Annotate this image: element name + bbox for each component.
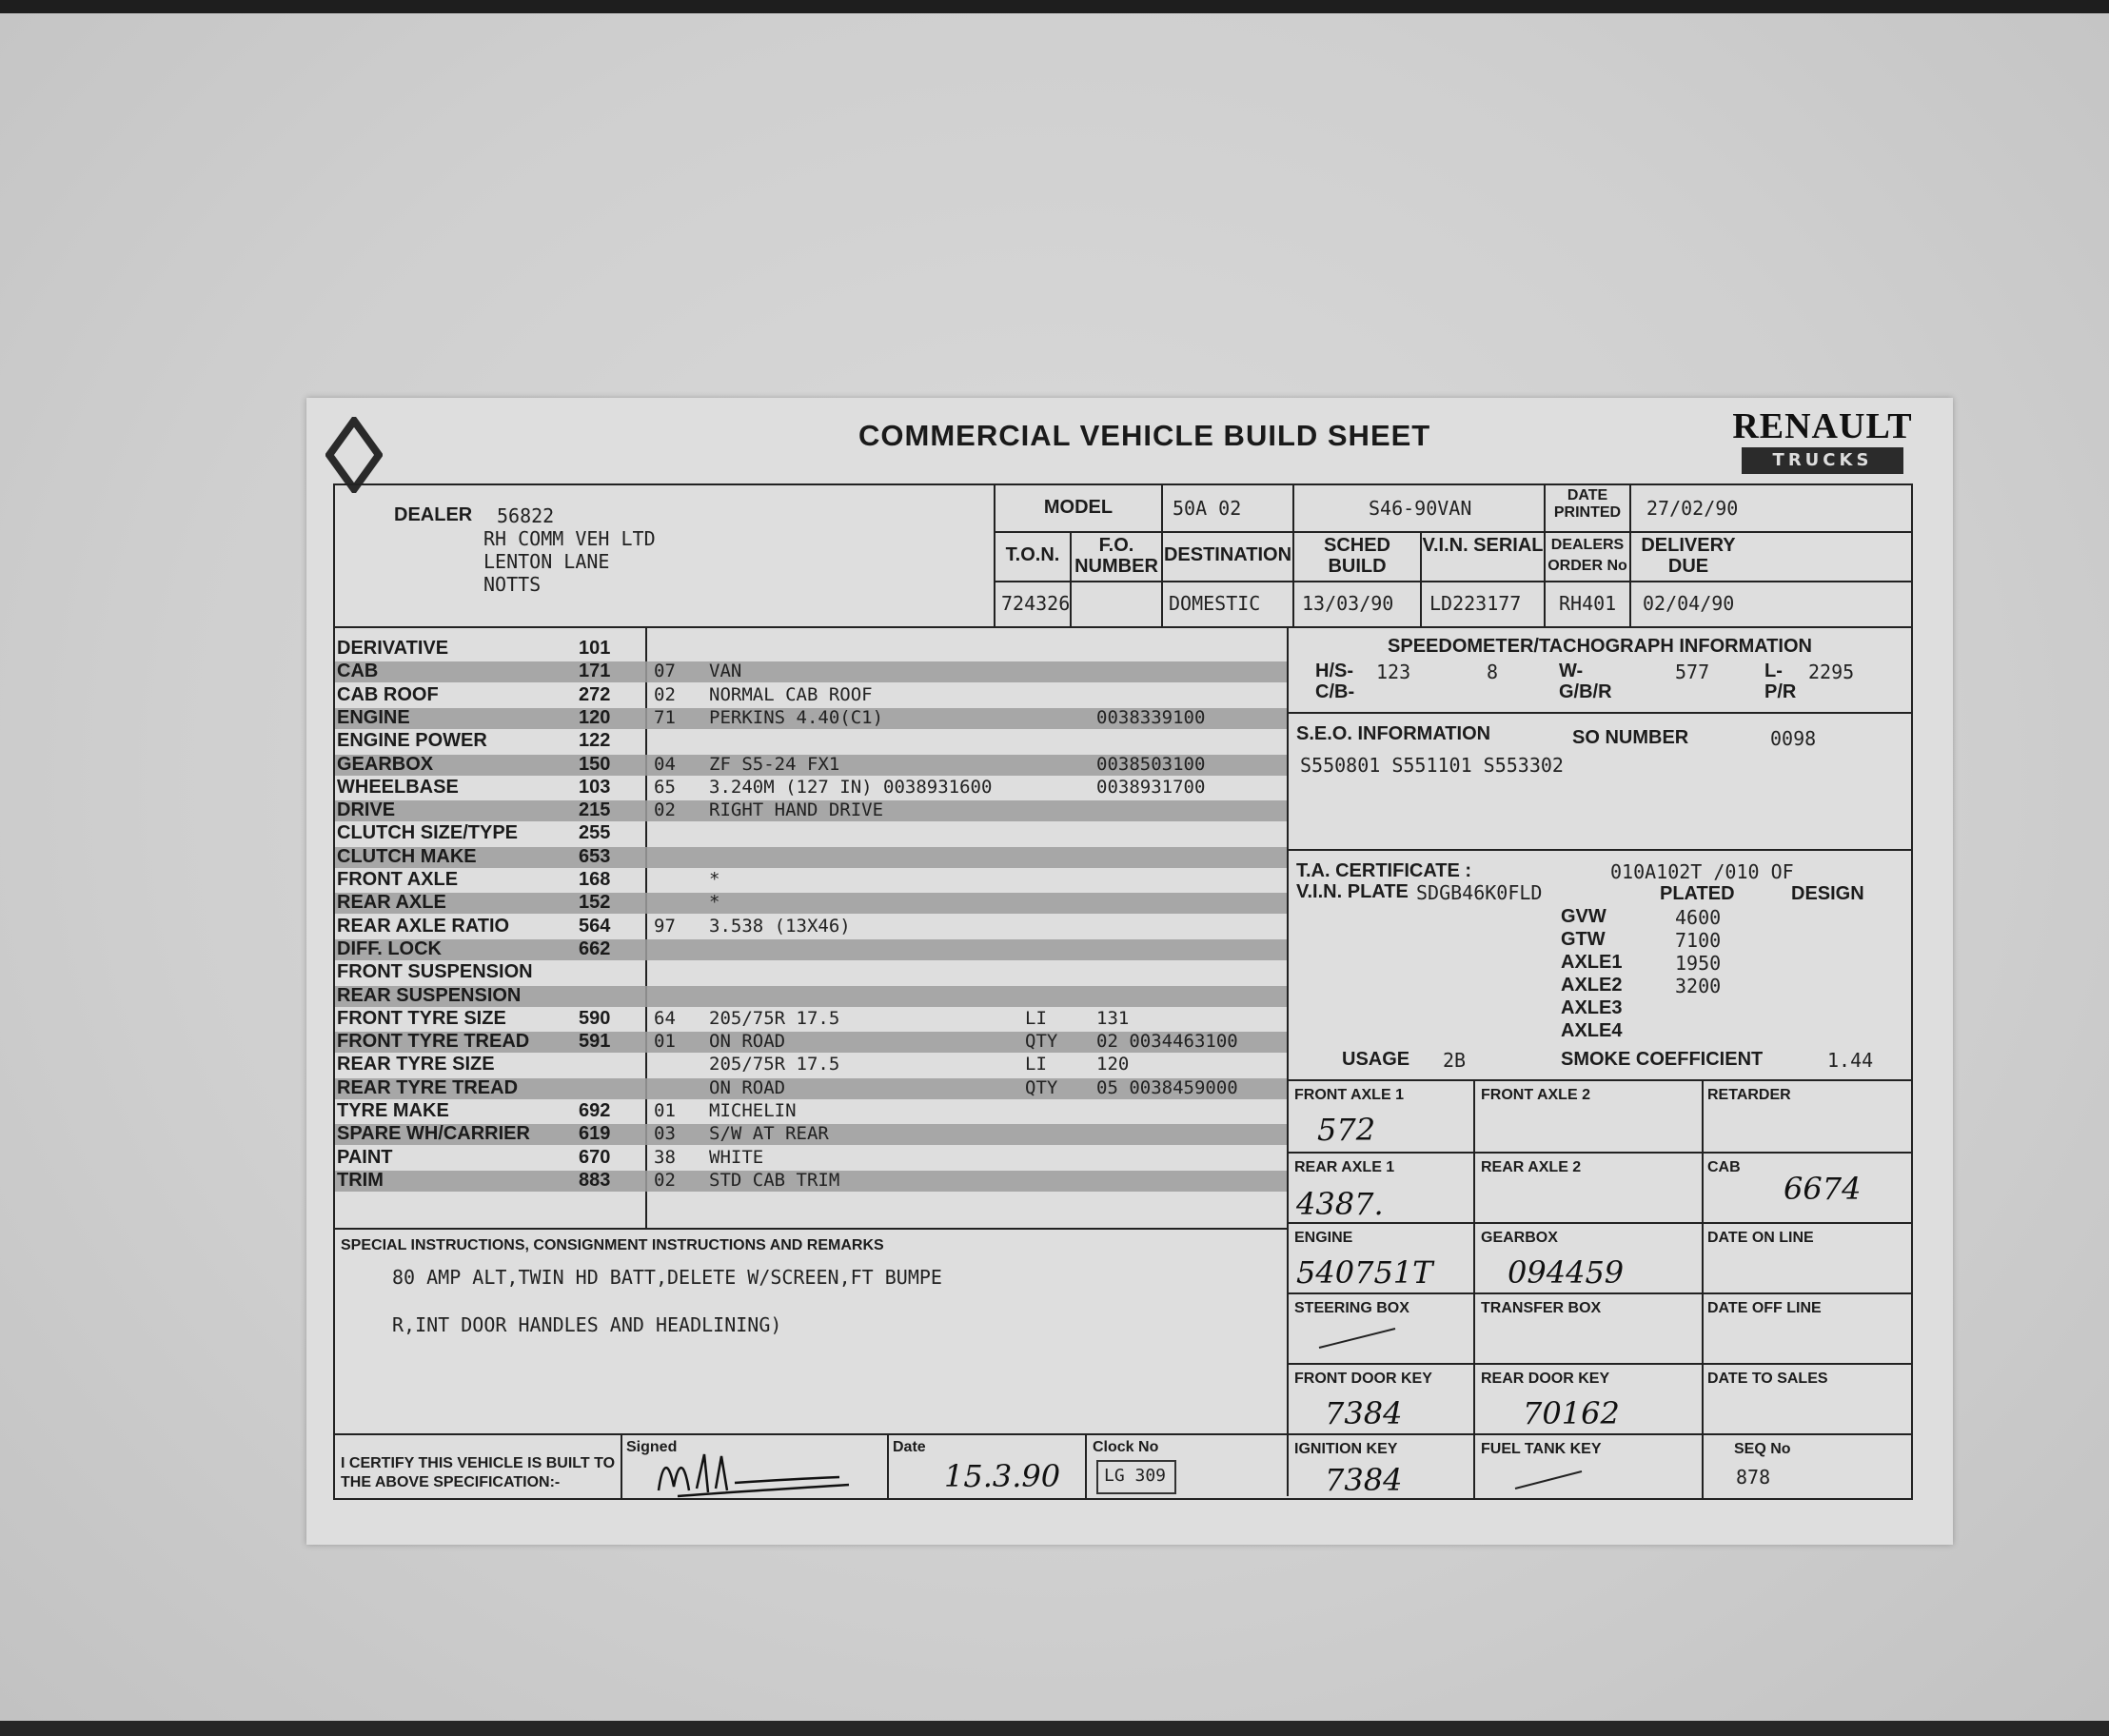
spec-v1: 04 <box>654 753 676 775</box>
spec-v4: 0038931700 <box>1096 776 1206 798</box>
spec-code: 591 <box>579 1031 611 1053</box>
spec-row <box>335 1170 1287 1193</box>
spec-name: TYRE MAKE <box>337 1100 449 1121</box>
scan-bottom-border <box>0 1721 2109 1736</box>
model-label: MODEL <box>1043 497 1114 518</box>
speedo-hs-label: H/S- <box>1315 661 1353 681</box>
spec-code: 168 <box>579 869 611 890</box>
speedo-pr-label: P/R <box>1764 681 1797 702</box>
spec-code: 171 <box>579 661 611 682</box>
spec-row <box>335 777 1287 799</box>
spec-name: DRIVE <box>337 799 396 821</box>
spec-row <box>335 1031 1287 1054</box>
smoke-label: SMOKE COEFFICIENT <box>1561 1049 1764 1070</box>
dealer-label: DEALER <box>394 504 473 525</box>
spec-code: 120 <box>579 706 611 728</box>
clock-no-value: LG 309 <box>1104 1466 1167 1486</box>
rear-axle-1-label: REAR AXLE 1 <box>1294 1159 1395 1175</box>
date-label: Date <box>893 1439 926 1455</box>
spec-name: FRONT TYRE TREAD <box>337 1031 530 1053</box>
sheet-frame <box>333 483 1913 1500</box>
date-to-sales-label: DATE TO SALES <box>1707 1371 1828 1387</box>
spec-row <box>335 707 1287 730</box>
spec-name: REAR AXLE RATIO <box>337 915 510 937</box>
speedo-l-label: L- <box>1764 661 1783 681</box>
spec-code: 122 <box>579 730 611 752</box>
ta-row-value-gvw: 4600 <box>1675 906 1722 929</box>
spec-code: 101 <box>579 638 611 659</box>
spec-name: DIFF. LOCK <box>337 937 442 959</box>
ton-value: 724326 <box>1001 592 1071 615</box>
spec-v4: 0038503100 <box>1096 753 1206 775</box>
spec-v2: MICHELIN <box>709 1100 797 1121</box>
usage-value: 2B <box>1443 1049 1467 1072</box>
spec-code: 662 <box>579 937 611 959</box>
ta-row-label-axle4: AXLE4 <box>1561 1020 1623 1041</box>
spec-name: SPARE WH/CARRIER <box>337 1123 530 1145</box>
seo-codes: S550801 S551101 S553302 <box>1300 754 1564 777</box>
spec-v2: ZF S5-24 FX1 <box>709 753 840 775</box>
signed-label: Signed <box>626 1439 678 1455</box>
spec-v2: 3.538 (13X46) <box>709 915 851 937</box>
retarder-label: RETARDER <box>1707 1087 1791 1103</box>
spec-name: DERIVATIVE <box>337 638 449 659</box>
plated-label: PLATED <box>1660 883 1735 904</box>
spec-v2: 3.240M (127 IN) 0038931600 <box>709 776 993 798</box>
spec-code: 564 <box>579 915 611 937</box>
gearbox-number-label: GEARBOX <box>1481 1230 1558 1246</box>
vin-serial-label: V.I.N. SERIAL <box>1422 535 1544 556</box>
spec-row <box>335 799 1287 822</box>
spec-v4: 02 0034463100 <box>1096 1031 1238 1053</box>
spec-name: FRONT AXLE <box>337 869 459 890</box>
vin-serial-value: LD223177 <box>1429 592 1522 615</box>
spec-v1: 03 <box>654 1123 676 1145</box>
engine-number-value: 540751T <box>1296 1254 1433 1291</box>
vin-plate-value: SDGB46K0FLD <box>1416 881 1543 904</box>
spec-v4: 131 <box>1096 1007 1130 1029</box>
vin-plate-label: V.I.N. PLATE <box>1296 881 1409 902</box>
steering-box-label: STEERING BOX <box>1294 1300 1409 1316</box>
ta-cert-label: T.A. CERTIFICATE : <box>1296 860 1472 881</box>
spec-v4: 0038339100 <box>1096 706 1206 728</box>
date-printed-label: DATE PRINTED <box>1553 487 1622 521</box>
ta-row-label-gvw: GVW <box>1561 906 1606 927</box>
spec-v1: 65 <box>654 776 676 798</box>
renault-diamond-logo-icon <box>325 417 383 493</box>
ta-row-label-axle3: AXLE3 <box>1561 997 1623 1018</box>
sched-build-label: SCHED BUILD <box>1323 535 1390 577</box>
build-sheet <box>306 398 1953 1545</box>
fuel-tank-key-label: FUEL TANK KEY <box>1481 1441 1602 1457</box>
spec-v2: * <box>709 869 720 890</box>
remarks-title: SPECIAL INSTRUCTIONS, CONSIGNMENT INSTRUCTIONS AND REMARKS <box>341 1237 884 1253</box>
spec-code: 255 <box>579 822 611 844</box>
ta-row-label-axle1: AXLE1 <box>1561 952 1623 973</box>
spec-v3: LI <box>1025 1054 1047 1075</box>
dealer-line-1: RH COMM VEH LTD <box>483 527 656 550</box>
spec-name: CLUTCH SIZE/TYPE <box>337 822 519 844</box>
spec-name: ENGINE POWER <box>337 730 487 752</box>
date-value: 15.3.90 <box>944 1458 1061 1494</box>
spec-name: GEARBOX <box>337 753 434 775</box>
spec-row <box>335 730 1287 753</box>
design-label: DESIGN <box>1791 883 1864 904</box>
spec-row <box>335 1008 1287 1031</box>
spec-v3: QTY <box>1025 1031 1058 1053</box>
spec-v2: 205/75R 17.5 <box>709 1007 840 1029</box>
model-value: 50A 02 <box>1173 497 1242 520</box>
spec-name: WHEELBASE <box>337 776 459 798</box>
front-axle-1-value: 572 <box>1317 1112 1376 1148</box>
clock-no-label: Clock No <box>1093 1439 1159 1455</box>
spec-v1: 01 <box>654 1031 676 1053</box>
rear-axle-2-label: REAR AXLE 2 <box>1481 1159 1582 1175</box>
spec-code: 152 <box>579 892 611 914</box>
spec-table <box>335 638 1287 1218</box>
spec-v1: 02 <box>654 799 676 821</box>
front-door-key-value: 7384 <box>1325 1395 1403 1431</box>
ignition-key-label: IGNITION KEY <box>1294 1441 1398 1457</box>
spec-name: PAINT <box>337 1146 393 1168</box>
spec-code: 103 <box>579 776 611 798</box>
spec-v2: 205/75R 17.5 <box>709 1054 840 1075</box>
spec-row <box>335 892 1287 915</box>
rear-axle-1-value: 4387. <box>1296 1186 1384 1222</box>
ta-row-value-axle2: 3200 <box>1675 975 1722 997</box>
spec-v1: 02 <box>654 683 676 705</box>
ta-cert-value: 010A102T /010 OF <box>1610 860 1794 883</box>
date-on-line-label: DATE ON LINE <box>1707 1230 1814 1246</box>
certify-text: I CERTIFY THIS VEHICLE IS BUILT TO THE ABOVE SPECIFICATION:- <box>341 1455 616 1490</box>
spec-name: FRONT SUSPENSION <box>337 961 533 983</box>
spec-name: ENGINE <box>337 706 410 728</box>
ta-row-label-gtw: GTW <box>1561 929 1606 950</box>
spec-name: REAR TYRE TREAD <box>337 1076 519 1098</box>
engine-number-label: ENGINE <box>1294 1230 1353 1246</box>
spec-v3: LI <box>1025 1007 1047 1029</box>
date-printed-value: 27/02/90 <box>1646 497 1739 520</box>
delivery-due-label: DELIVERY DUE <box>1641 535 1736 577</box>
dealers-order-value: RH401 <box>1559 592 1617 615</box>
seo-title: S.E.O. INFORMATION <box>1296 723 1491 744</box>
cab-label: CAB <box>1707 1159 1741 1175</box>
spec-v2: PERKINS 4.40(C1) <box>709 706 884 728</box>
spec-v1: 38 <box>654 1146 676 1168</box>
spec-name: FRONT TYRE SIZE <box>337 1007 506 1029</box>
spec-row <box>335 661 1287 683</box>
ta-row-label-axle2: AXLE2 <box>1561 975 1623 996</box>
dealers-order-label: DEALERS ORDER No <box>1547 537 1627 574</box>
spec-code: 653 <box>579 845 611 867</box>
so-number-label: SO NUMBER <box>1572 727 1689 748</box>
spec-code: 692 <box>579 1100 611 1121</box>
spec-name: REAR AXLE <box>337 892 446 914</box>
speedo-w-label: W- <box>1559 661 1584 681</box>
spec-v2: NORMAL CAB ROOF <box>709 683 873 705</box>
spec-v1: 97 <box>654 915 676 937</box>
spec-row <box>335 1100 1287 1123</box>
usage-label: USAGE <box>1342 1049 1410 1070</box>
dealer-line-3: NOTTS <box>483 573 542 596</box>
clock-no-stamp <box>1096 1460 1176 1494</box>
spec-row <box>335 754 1287 777</box>
dealer-line-2: LENTON LANE <box>483 550 610 573</box>
spec-code: 883 <box>579 1169 611 1191</box>
speedo-w-value: 577 <box>1675 661 1710 683</box>
fo-label: F.O. NUMBER <box>1074 535 1158 577</box>
front-axle-2-label: FRONT AXLE 2 <box>1481 1087 1590 1103</box>
ignition-key-value: 7384 <box>1325 1462 1403 1498</box>
spec-v2: S/W AT REAR <box>709 1123 829 1145</box>
front-axle-1-label: FRONT AXLE 1 <box>1294 1087 1404 1103</box>
spec-code: 272 <box>579 683 611 705</box>
spec-v1: 01 <box>654 1100 676 1121</box>
spec-code: 670 <box>579 1146 611 1168</box>
spec-v1: 02 <box>654 1169 676 1191</box>
front-door-key-label: FRONT DOOR KEY <box>1294 1371 1432 1387</box>
gearbox-number-value: 094459 <box>1508 1254 1625 1291</box>
spec-v2: RIGHT HAND DRIVE <box>709 799 884 821</box>
rear-door-key-value: 70162 <box>1523 1395 1620 1431</box>
spec-row <box>335 869 1287 892</box>
spec-row <box>335 916 1287 938</box>
spec-name: CAB ROOF <box>337 683 439 705</box>
spec-v2: ON ROAD <box>709 1031 786 1053</box>
spec-v3: QTY <box>1025 1076 1058 1098</box>
smoke-value: 1.44 <box>1827 1049 1874 1072</box>
speedo-hs-value: 123 <box>1376 661 1411 683</box>
steering-box-dash-mark <box>1315 1323 1401 1351</box>
spec-row <box>335 1123 1287 1146</box>
speedo-cb-label: C/B- <box>1315 681 1355 702</box>
spec-name: REAR SUSPENSION <box>337 984 522 1006</box>
fuel-tank-key-dash-mark <box>1511 1466 1587 1492</box>
ton-label: T.O.N. <box>1005 544 1060 565</box>
brand-sub: TRUCKS <box>1742 447 1903 474</box>
sheet-title: COMMERCIAL VEHICLE BUILD SHEET <box>858 419 1431 452</box>
spec-name: REAR TYRE SIZE <box>337 1054 495 1075</box>
spec-row <box>335 1077 1287 1100</box>
speedo-title: SPEEDOMETER/TACHOGRAPH INFORMATION <box>1388 636 1812 657</box>
destination-value: DOMESTIC <box>1169 592 1261 615</box>
spec-row <box>335 822 1287 845</box>
spec-v1: 07 <box>654 661 676 682</box>
spec-code: 590 <box>579 1007 611 1029</box>
so-number-value: 0098 <box>1770 727 1817 750</box>
spec-v2: VAN <box>709 661 742 682</box>
seq-no-label: SEQ No <box>1734 1441 1791 1457</box>
spec-v4: 120 <box>1096 1054 1130 1075</box>
date-off-line-label: DATE OFF LINE <box>1707 1300 1822 1316</box>
speedo-gbr-label: G/B/R <box>1559 681 1612 702</box>
signature-scribble <box>649 1445 858 1498</box>
spec-row <box>335 846 1287 869</box>
spec-row <box>335 985 1287 1008</box>
renault-trucks-logo <box>1732 405 1913 480</box>
sched-build-value: 13/03/90 <box>1302 592 1394 615</box>
seq-no-value: 878 <box>1736 1466 1771 1489</box>
speedo-hs-value-2: 8 <box>1487 661 1499 683</box>
spec-row <box>335 684 1287 707</box>
spec-v4: 05 0038459000 <box>1096 1076 1238 1098</box>
spec-name: CAB <box>337 661 379 682</box>
spec-name: CLUTCH MAKE <box>337 845 477 867</box>
spec-row <box>335 938 1287 961</box>
speedo-l-value: 2295 <box>1808 661 1855 683</box>
ta-row-value-axle1: 1950 <box>1675 952 1722 975</box>
transfer-box-label: TRANSFER BOX <box>1481 1300 1602 1316</box>
spec-code: 619 <box>579 1123 611 1145</box>
model-desc: S46-90VAN <box>1369 497 1472 520</box>
spec-row <box>335 638 1287 661</box>
spec-v2: WHITE <box>709 1146 764 1168</box>
remarks-line-1: 80 AMP ALT,TWIN HD BATT,DELETE W/SCREEN,FT BUMPE <box>392 1266 942 1289</box>
spec-code: 215 <box>579 799 611 821</box>
spec-v2: * <box>709 892 720 914</box>
remarks-line-2: R,INT DOOR HANDLES AND HEADLINING) <box>392 1313 782 1336</box>
spec-row <box>335 1147 1287 1170</box>
scan-top-border <box>0 0 2109 13</box>
cab-value: 6674 <box>1784 1171 1862 1207</box>
spec-v2: STD CAB TRIM <box>709 1169 840 1191</box>
spec-row <box>335 961 1287 984</box>
delivery-due-value: 02/04/90 <box>1643 592 1735 615</box>
brand-name: RENAULT <box>1732 406 1913 446</box>
spec-row <box>335 1054 1287 1076</box>
spec-v2: ON ROAD <box>709 1076 786 1098</box>
dealer-code: 56822 <box>497 504 555 527</box>
spec-v1: 64 <box>654 1007 676 1029</box>
spec-name: TRIM <box>337 1169 384 1191</box>
ta-row-value-gtw: 7100 <box>1675 929 1722 952</box>
spec-v1: 71 <box>654 706 676 728</box>
destination-label: DESTINATION <box>1163 544 1292 565</box>
rear-door-key-label: REAR DOOR KEY <box>1481 1371 1610 1387</box>
spec-code: 150 <box>579 753 611 775</box>
